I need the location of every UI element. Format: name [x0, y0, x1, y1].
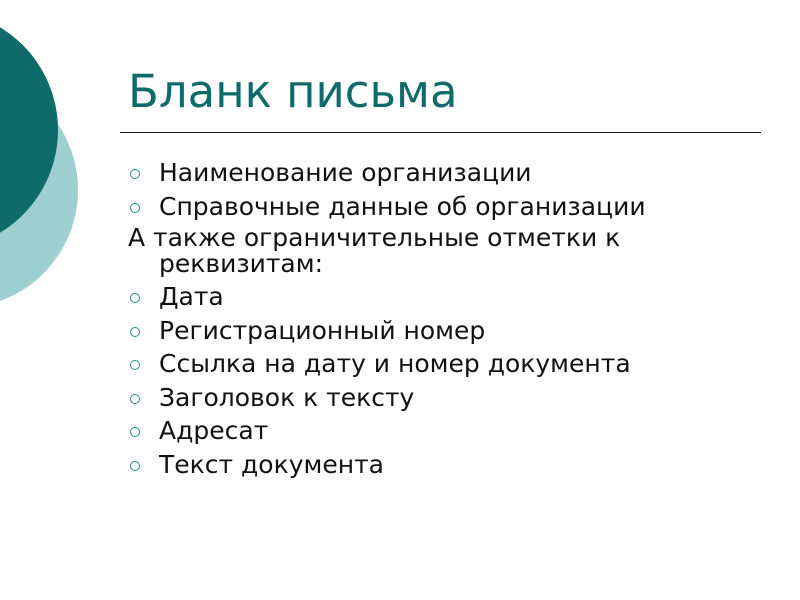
list-item — [128, 349, 768, 378]
hollow-circle-bullet-icon — [130, 293, 140, 303]
hollow-circle-bullet-icon — [130, 461, 140, 471]
list-item — [128, 383, 768, 412]
slide-title: Бланк письма — [128, 65, 458, 118]
list-item-text: А также ограничительные отметки к реквизитам: — [128, 223, 621, 278]
hollow-circle-bullet-icon — [130, 427, 140, 437]
list-item — [128, 416, 768, 445]
title-divider — [120, 132, 761, 133]
hollow-circle-bullet-icon — [130, 394, 140, 404]
list-item-text: Заголовок к тексту — [159, 382, 415, 412]
list-item-text: Регистрационный номер — [159, 315, 486, 345]
list-item-text: Текст документа — [159, 449, 384, 479]
hollow-circle-bullet-icon — [130, 327, 140, 337]
hollow-circle-bullet-icon — [130, 360, 140, 370]
list-item-text: Ссылка на дату и номер документа — [159, 349, 631, 378]
list-item-text: Справочные данные об организации — [159, 191, 646, 221]
list-item — [128, 158, 768, 187]
list-item-text: Адресат — [159, 416, 269, 445]
list-item — [128, 450, 768, 479]
list-item-text: Дата — [159, 282, 224, 311]
list-item-text: Наименование организации — [159, 158, 532, 187]
list-item — [128, 192, 768, 221]
list-item-plain — [128, 225, 768, 277]
list-item — [128, 316, 768, 345]
content-list — [128, 158, 768, 483]
list-item — [128, 282, 768, 311]
hollow-circle-bullet-icon — [130, 169, 140, 179]
hollow-circle-bullet-icon — [130, 203, 140, 213]
